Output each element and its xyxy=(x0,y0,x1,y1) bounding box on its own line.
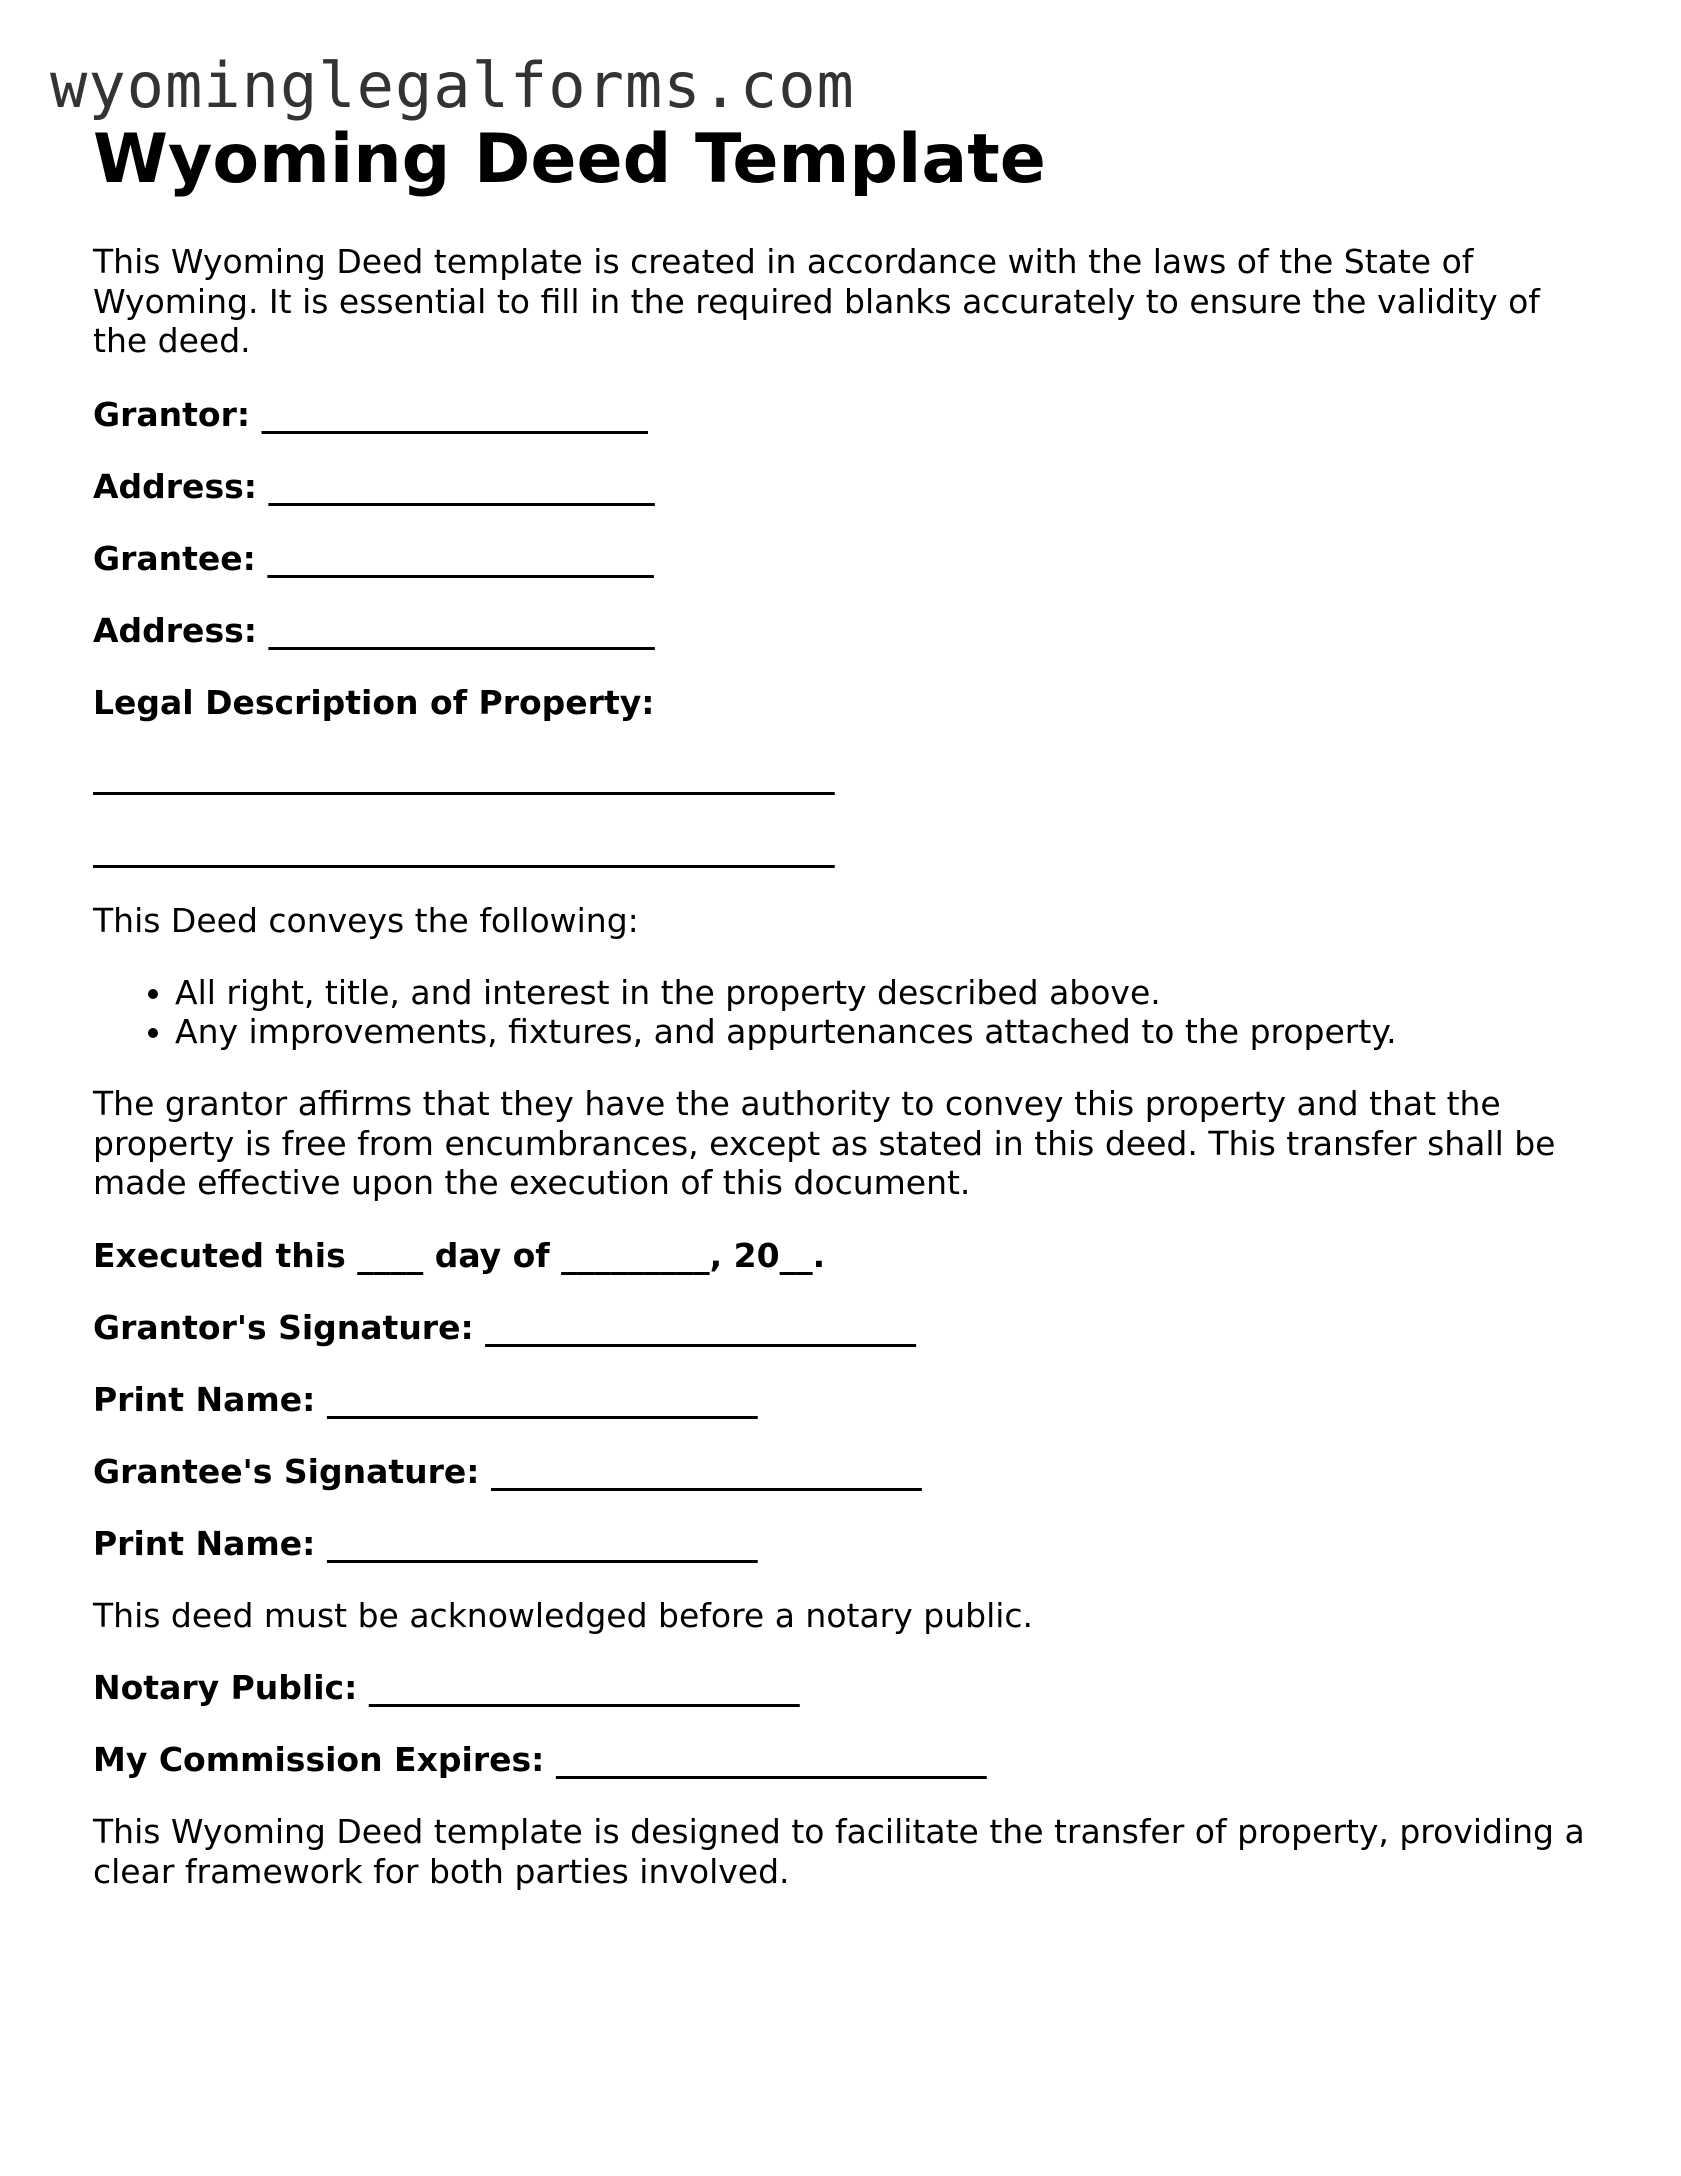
page-title: Wyoming Deed Template xyxy=(93,120,1046,199)
conveys-list xyxy=(93,973,1593,1051)
legal-description-line-1: __________________________________________________ xyxy=(93,755,834,795)
legal-description-line-2: __________________________________________________ xyxy=(93,828,834,868)
legal-description-label: Legal Description of Property: xyxy=(93,682,655,722)
grantor-address-field xyxy=(93,467,1593,506)
grantor-address-label: Address: xyxy=(93,466,257,506)
grantee-address-blank: __________________________ xyxy=(268,610,654,650)
grantee-address-field xyxy=(93,611,1593,650)
legal-description-heading xyxy=(93,683,1593,722)
grantor-field xyxy=(93,395,1593,434)
grantor-label: Grantor: xyxy=(93,394,251,434)
closing-paragraph: This Wyoming Deed template is designed to facilitate the transfer of property, providing a clear framework for both parties involved. xyxy=(93,1812,1585,1891)
deed-document xyxy=(93,118,1593,1891)
commission-expires-label: My Commission Expires: xyxy=(93,1740,545,1779)
notary-statement: This deed must be acknowledged before a notary public. xyxy=(93,1595,1034,1635)
grantee-address-label: Address: xyxy=(93,610,257,650)
grantee-signature-label: Grantee's Signature: xyxy=(93,1451,480,1491)
grantor-print-name-blank: _____________________________ xyxy=(326,1379,757,1419)
grantor-print-name-field xyxy=(93,1380,1593,1419)
grantee-field xyxy=(93,539,1593,578)
grantee-print-name-label: Print Name: xyxy=(93,1523,316,1563)
grantee-signature-blank: _____________________________ xyxy=(490,1451,921,1491)
commission-expires-blank: _____________________________ xyxy=(555,1740,986,1779)
grantee-label: Grantee: xyxy=(93,538,256,578)
grantor-signature-field xyxy=(93,1308,1593,1347)
grantor-address-blank: __________________________ xyxy=(268,466,654,506)
grantee-blank: __________________________ xyxy=(267,538,653,578)
notary-public-field xyxy=(93,1668,1593,1707)
notary-public-label: Notary Public: xyxy=(93,1668,358,1707)
grantee-signature-field xyxy=(93,1452,1593,1491)
grantor-print-name-label: Print Name: xyxy=(93,1379,316,1419)
notary-public-blank: _____________________________ xyxy=(368,1668,798,1707)
commission-expires-field xyxy=(93,1740,1593,1779)
grantee-print-name-blank: _____________________________ xyxy=(326,1523,757,1563)
affirmation-paragraph: The grantor affirms that they have the authority to convey this property and that the property is free from encumbrances, except as stated in this deed. This transfer shall be made effective upon the execution of this document. xyxy=(93,1084,1556,1202)
grantor-signature-blank: _____________________________ xyxy=(485,1307,915,1347)
conveys-intro: This Deed conveys the following: xyxy=(93,900,639,940)
grantor-blank: __________________________ xyxy=(261,394,647,434)
execution-date-line: Executed this ____ day of _________, 20__. xyxy=(93,1235,826,1275)
list-item: • All right, title, and interest in the property described above. xyxy=(175,973,1593,1012)
intro-paragraph: This Wyoming Deed template is created in accordance with the laws of the State of Wyoming. It is essential to fill in the required blanks accurately to ensure the validity of the deed. xyxy=(93,242,1540,360)
list-item: • Any improvements, fixtures, and appurtenances attached to the property. xyxy=(175,1012,1593,1051)
grantor-signature-label: Grantor's Signature: xyxy=(93,1307,474,1347)
grantee-print-name-field xyxy=(93,1524,1593,1563)
site-watermark: wyominglegalforms.com xyxy=(50,49,855,122)
